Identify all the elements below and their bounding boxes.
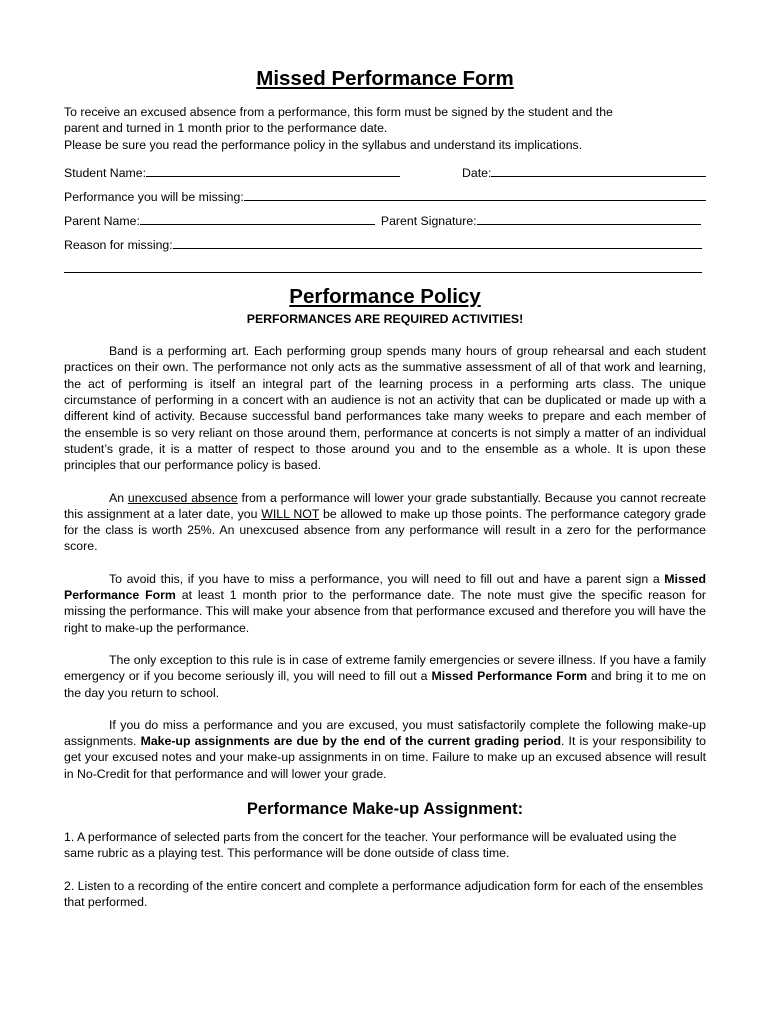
reason-row [64,235,706,259]
underlined-text: unexcused absence [127,490,238,505]
performance-missing-field[interactable] [244,187,706,201]
parent-name-field[interactable] [140,211,375,225]
text-run: from a performance will lower your grade substantially. Because you cannot recreate this assignment at a later date, you [64,490,706,521]
performance-missing-label: Performance you will be missing: [64,189,244,204]
text-run: . It is your responsibility to get your excused notes and your make-up assignments in on time. Failure to make up an excused absence will result in No-Credit for that performance and will lower your grade. [64,734,706,781]
policy-paragraph-4 [64,652,706,701]
reason-label: Reason for missing: [64,237,173,252]
text-run: and bring it to me on the day you return to school. [64,669,706,700]
student-name-field[interactable] [146,163,400,177]
intro-line: To receive an excused absence from a performance, this form must be signed by the student and the [64,105,613,119]
policy-paragraph-5 [64,717,706,782]
parent-name-label: Parent Name: [64,213,140,228]
parent-signature-field[interactable] [477,211,701,225]
date-label: Date: [462,165,492,180]
text-run: If you do miss a performance and you are excused, you must satisfactorily complete the following make-up assignments. [64,717,706,749]
text-run: To avoid this, if you have to miss a performance, you will need to fill out and have a parent sign a [109,571,665,586]
bold-text: Make-up assignments are due by the end of the current grading period [140,734,562,749]
parent-signature-label: Parent Signature: [380,213,477,228]
text-run: An [109,490,128,505]
reason-field[interactable] [173,235,702,249]
document-page [64,66,706,926]
parent-row [64,211,706,235]
makeup-item-1: 1. A performance of selected parts from the concert for the teacher. Your performance will be evaluated using the same rubric as a playing test. This performance will be done outside of class time. [64,830,677,861]
underlined-text: WILL NOT [261,506,320,521]
intro-line: parent and turned in 1 month prior to the performance date. [64,121,388,136]
policy-title: Performance Policy [289,284,481,308]
text-run: The only exception to this rule is in case of extreme family emergencies or severe illness. If you have a family emergency or if you become seriously ill, you will need to fill out a [64,652,706,684]
policy-paragraph-1: Band is a performing art. Each performing group spends many hours of group rehearsal and each student practices on their own. The performance not only acts as the summative assessment of all of that work and learning, the act of performing is itself an integral part of the learning process in a performing arts class. The unique circumstance of performing in a concert with an audience is not an activity that can be duplicated or made up with a different kind of activity. Because successful band performances take many weeks to prepare and each member of the ensemble is so very reliant on those around them, performance at concerts is not simply a matter of an individual student’s grade, it is a matter of respect to those around you and to the ensemble as a whole. It is upon these principles that our performance policy is based. [64,344,706,473]
performance-row [64,187,706,211]
intro-line: Please be sure you read the performance policy in the syllabus and understand its implications. [64,137,583,152]
makeup-title: Performance Make-up Assignment: [246,800,524,819]
student-name-label: Student Name: [64,165,147,180]
student-date-row [64,163,706,187]
bold-text: Missed Performance Form [431,669,588,684]
policy-paragraph-3 [64,571,706,636]
form-title: Missed Performance Form [256,67,514,90]
text-run: be allowed to make up those points. The performance category grade for the class is worth 25%. An unexcused absence from any performance will result in a zero for the performance score. [64,506,706,554]
policy-subtitle: PERFORMANCES ARE REQUIRED ACTIVITIES! [246,311,524,326]
policy-paragraph-2 [64,490,706,555]
makeup-item-2: 2. Listen to a recording of the entire concert and complete a performance adjudication form for each of the ensembles that performed. [64,878,704,909]
date-field[interactable] [491,163,706,177]
form-intro [64,104,706,153]
bold-text: Missed Performance Form [64,571,706,603]
text-run: at least 1 month prior to the performance date. The note must give the specific reason for missing the performance. This will make your absence from that performance excused and therefore you will have the right to make-up the performance. [64,588,707,635]
reason-field-continued[interactable] [64,259,702,273]
